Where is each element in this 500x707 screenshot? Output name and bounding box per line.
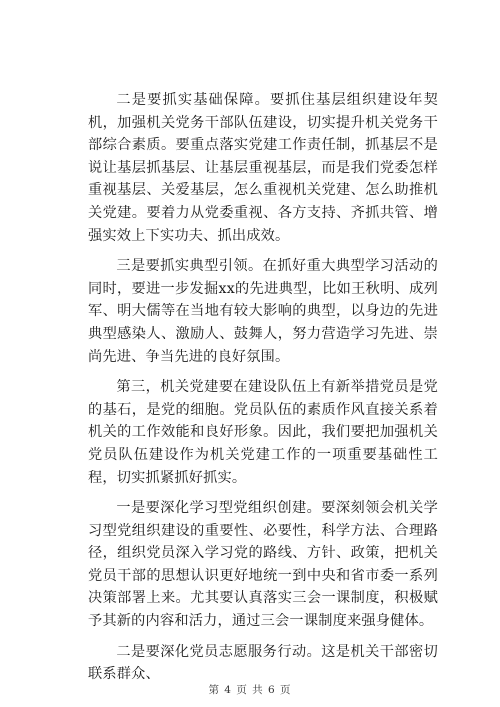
page-number-footer: 第 4 页 共 6 页 xyxy=(208,684,292,696)
document-body xyxy=(88,89,438,694)
paragraph-team-building: 第三，机关党建要在建设队伍上有新举措党员是党的基石，是党的细胞。党员队伍的素质作风直接关系着机关的工作效能和良好形象。因此，我们要把加强机关党员队伍建设作为机关党建工作的一项重要基础性工程，切实抓紧抓好抓实。 xyxy=(88,379,438,486)
paragraph-typical-guidance: 三是要抓实典型引领。在抓好重大典型学习活动的同时，要进一步发掘xx的先进典型，比如王秋明、成列军、明大儒等在当地有较大影响的典型，以身边的先进典型感染人、激励人、鼓舞人，努力营造学习先进、崇尚先进、争当先进的良好氛围。 xyxy=(88,258,438,365)
paragraph-volunteer-service: 二是要深化党员志愿服务行动。这是机关干部密切联系群众、 xyxy=(88,643,438,683)
paragraph-basic-guarantee: 二是要抓实基础保障。要抓住基层组织建设年契机，加强机关党务干部队伍建设，切实提升机关党务干部综合素质。要重点落实党建工作责任制，抓基层不是说让基层抓基层、让基层重视基层，而是我们党委怎样重视基层、关爱基层，怎么重视机关党建、怎么助推机关党建。要着力从党委重视、各方支持、齐抓共管、增强实效上下实功夫、抓出成效。 xyxy=(88,92,438,244)
paragraph-learning-organization: 一是要深化学习型党组织创建。要深刻领会机关学习型党组织建设的重要性、必要性，科学方法、合理路径，组织党员深入学习党的路线、方针、政策，把机关党员干部的思想认识更好地统一到中央和省市委一系列决策部署上来。尤其要认真落实三会一课制度，积极赋予其新的内容和活力，通过三会一课制度来强身健体。 xyxy=(88,500,438,630)
